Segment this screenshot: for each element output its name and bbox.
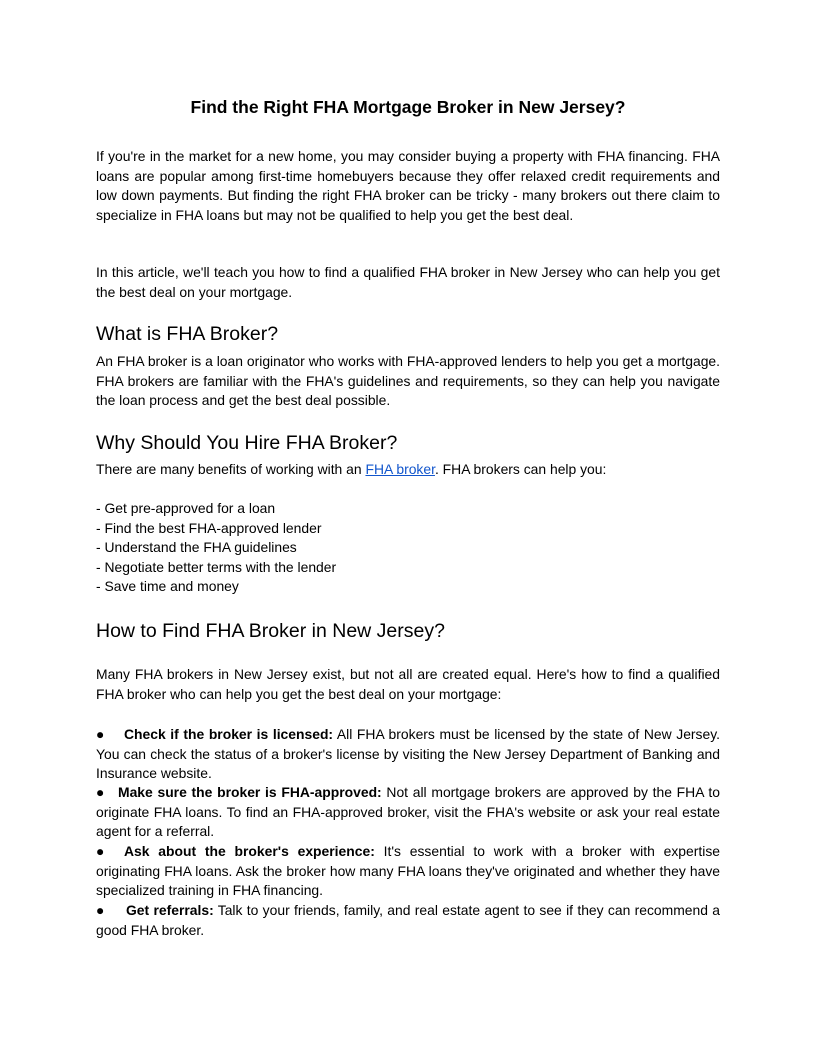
benefits-list [96, 499, 336, 597]
tip-label: Check if the broker is licensed: [124, 726, 334, 742]
bullet-icon: ● [96, 843, 105, 859]
page-title: Find the Right FHA Mortgage Broker in New Jersey? [190, 97, 626, 117]
tip-referrals [96, 901, 720, 940]
list-item: - Find the best FHA-approved lender [96, 519, 322, 536]
bullet-icon: ● [96, 726, 105, 742]
tip-fha-approved [96, 783, 720, 842]
tip-label: Ask about the broker's experience: [124, 843, 375, 859]
how-to-find-intro: Many FHA brokers in New Jersey exist, but not all are created equal. Here's how to find a qualified FHA broker who can help you get the best deal on your mortgage: [96, 666, 720, 702]
bullet-icon: ● [96, 902, 105, 918]
what-is-fha-broker-paragraph: An FHA broker is a loan originator who works with FHA-approved lenders to help you get a mortgage. FHA brokers are familiar with the FHA's guidelines and requirements, so they can help you navigate the loan process and get the best deal possible. [96, 353, 720, 409]
tip-label: Make sure the broker is FHA-approved: [118, 784, 382, 800]
tip-text: Talk to your friends, family, and real estate agent to see if they can recommend a good FHA broker. [96, 902, 720, 938]
list-item: - Negotiate better terms with the lender [96, 558, 337, 575]
list-item: - Understand the FHA guidelines [96, 539, 297, 556]
tip-licensed [96, 725, 720, 784]
bullet-icon: ● [96, 784, 105, 800]
list-item: - Save time and money [96, 578, 239, 595]
tip-text: All FHA brokers must be licensed by the state of New Jersey. You can check the status of a broker's license by visiting the New Jersey Department of Banking and Insurance website. [96, 726, 720, 782]
why-hire-intro [96, 460, 720, 480]
tip-experience [96, 842, 720, 901]
tip-text: It's essential to work with a broker with expertise originating FHA loans. Ask the broker how many FHA loans they've originated and whether they have specialized training in FHA financing. [96, 843, 720, 899]
intro-paragraph-2: In this article, we'll teach you how to find a qualified FHA broker in New Jersey who can help you get the best deal on your mortgage. [96, 264, 720, 300]
why-hire-intro-before: There are many benefits of working with an [96, 461, 366, 477]
why-hire-intro-after: . FHA brokers can help you: [434, 461, 607, 477]
intro-paragraph-1: If you're in the market for a new home, you may consider buying a property with FHA financing. FHA loans are popular among first-time homebuyers because they offer relaxed credit requirements and low down payments. But finding the right FHA broker can be tricky - many brokers out there claim to specialize in FHA loans but may not be qualified to help you get the best deal. [96, 148, 720, 223]
heading-how-to-find: How to Find FHA Broker in New Jersey? [96, 620, 445, 642]
list-item: - Get pre-approved for a loan [96, 500, 276, 516]
tip-text: Not all mortgage brokers are approved by the FHA to originate FHA loans. To find an FHA-approved broker, visit the FHA's website or ask your real estate agent for a referral. [96, 784, 721, 840]
heading-what-is-fha-broker: What is FHA Broker? [96, 323, 279, 345]
fha-broker-link[interactable]: FHA broker [365, 461, 435, 477]
tip-label: Get referrals: [126, 902, 214, 918]
heading-why-hire-fha-broker: Why Should You Hire FHA Broker? [96, 432, 398, 454]
